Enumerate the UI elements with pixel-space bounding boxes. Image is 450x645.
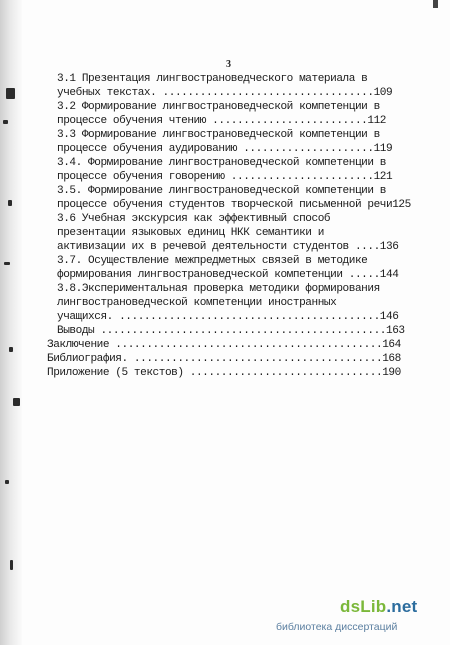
scan-artifact <box>5 480 9 484</box>
toc-line: процессе обучения студентов творческой письменной речи125 <box>57 199 411 211</box>
watermark-tagline: библиотека диссертаций <box>276 621 398 633</box>
toc-line: процессе обучения говорению .......................121 <box>57 171 393 183</box>
toc-line: 3.1 Презентация лингвострановедческого материала в <box>57 73 368 85</box>
scan-artifact <box>3 120 8 124</box>
toc-line: процессе обучения аудированию .....................119 <box>57 143 393 155</box>
scan-artifact <box>6 88 15 99</box>
toc-entry <box>47 100 412 128</box>
toc-line: Заключение ...........................................164 <box>47 339 401 351</box>
scan-artifact <box>433 0 438 8</box>
toc-entry <box>47 338 412 352</box>
toc-entry <box>47 352 412 366</box>
toc-line: 3.5. Формирование лингвострановедческой компетенции в <box>57 185 386 197</box>
toc-line: учебных текстах. ..................................109 <box>57 87 393 99</box>
scan-artifact <box>9 347 13 352</box>
toc-line: процессе обучения чтению .........................112 <box>57 115 386 127</box>
toc-entry <box>47 254 412 282</box>
toc-entry <box>47 128 412 156</box>
scan-artifact <box>10 560 13 570</box>
toc-line: 3.3 Формирование лингвострановедческой компетенции в <box>57 129 380 141</box>
page-number: 3 <box>226 59 231 70</box>
toc-line: 3.4. Формирование лингвострановедческой компетенции в <box>57 157 386 169</box>
scan-artifact <box>4 262 10 265</box>
table-of-contents <box>47 72 412 380</box>
toc-line: 3.7. Осуществление межпредметных связей в методике <box>57 255 368 267</box>
toc-line: 3.2 Формирование лингвострановедческой компетенции в <box>57 101 380 113</box>
toc-entry <box>47 184 412 212</box>
toc-line: Библиография. ........................................168 <box>47 353 401 365</box>
scan-artifact <box>13 398 20 406</box>
toc-line: Выводы ..............................................163 <box>57 325 405 337</box>
toc-line: учащихся. ..........................................146 <box>57 311 399 323</box>
watermark-logo: dsLib.net <box>340 597 418 616</box>
toc-entry <box>47 282 412 324</box>
toc-line: презентации языковых единиц НКК семантики и <box>57 227 324 239</box>
toc-line: активизации их в речевой деятельности студентов ....136 <box>57 241 399 253</box>
toc-line: 3.8.Экспериментальная проверка методики формирования <box>57 283 380 295</box>
scan-artifact <box>8 200 12 206</box>
toc-line: лингвострановедческой компетенции иностранных <box>57 297 337 309</box>
toc-entry <box>47 324 412 338</box>
toc-entry <box>47 212 412 254</box>
toc-entry <box>47 156 412 184</box>
toc-entry <box>47 366 412 380</box>
toc-entry <box>47 72 412 100</box>
watermark <box>270 597 445 637</box>
toc-line: формирования лингвострановедческой компетенции .....144 <box>57 269 399 281</box>
toc-line: 3.6 Учебная экскурсия как эффективный способ <box>57 213 331 225</box>
toc-line: Приложение (5 текстов) ...............................190 <box>47 367 401 379</box>
